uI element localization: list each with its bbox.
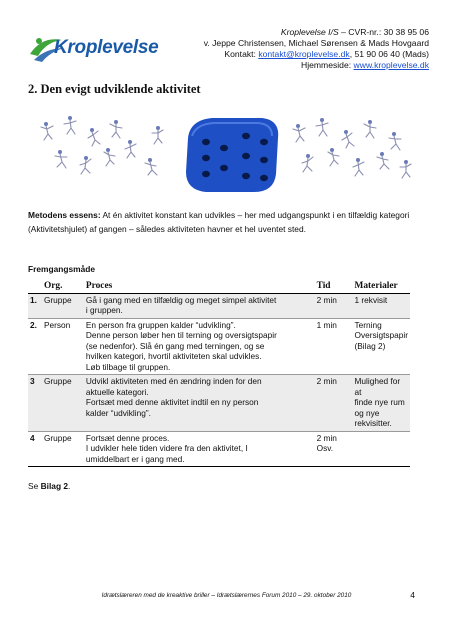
section-title: 2. Den evigt udviklende aktivitet — [28, 82, 201, 96]
method-essence-label: Metodens essens: — [28, 210, 101, 220]
appendix-link-text: Bilag 2 — [40, 481, 69, 491]
row-org: Person — [42, 318, 84, 375]
table-row — [28, 375, 410, 432]
row-proces-line: Fortsæt denne proces. — [85, 432, 170, 443]
table-row — [28, 318, 410, 375]
row-materialer-line: Terning — [354, 319, 382, 330]
homepage-link[interactable]: www.kroplevelse.dk — [353, 60, 429, 70]
row-proces — [84, 293, 315, 318]
row-proces-line: hvilken kategori, hvortil aktiviteten skal udvikles. — [85, 351, 262, 361]
row-materialer-line: Oversigtspapir — [354, 330, 408, 340]
header-materialer: Materialer — [353, 280, 411, 293]
table-row — [28, 431, 410, 467]
row-materialer-line: 1 rekvisit — [354, 294, 388, 305]
logo — [28, 34, 159, 64]
row-materialer — [353, 375, 411, 432]
table-row — [28, 293, 410, 318]
row-tid — [315, 293, 353, 318]
row-tid — [315, 431, 353, 467]
cvr-number: – CVR-nr.: 30 38 95 06 — [338, 27, 429, 37]
row-number: 1. — [28, 293, 42, 318]
die-illustration — [40, 112, 420, 196]
figures-left — [41, 116, 163, 175]
row-materialer — [353, 293, 411, 318]
method-essence-paragraph — [28, 208, 428, 236]
header-tid: Tid — [315, 280, 353, 293]
row-org: Gruppe — [42, 293, 84, 318]
header-org: Org. — [42, 280, 84, 293]
row-materialer-line: og nye — [354, 407, 380, 418]
row-tid-line: 1 min — [316, 319, 337, 330]
row-proces-line: (se nedenfor). Slå én gang med terningen, og se — [85, 340, 265, 351]
row-proces-line: Gå i gang med en tilfældig og meget simpel aktivitet — [85, 294, 277, 305]
header-num — [28, 280, 42, 293]
row-tid — [315, 375, 353, 432]
header-proces: Proces — [84, 280, 315, 293]
procedure-title: Fremgangsmåde — [28, 264, 96, 274]
row-number: 2. — [28, 318, 42, 375]
row-tid-line: 2 min — [316, 432, 337, 443]
contact-email-link[interactable]: kontakt@kroplevelse.dk — [258, 49, 350, 59]
logo-wordmark: Kroplevelse — [54, 37, 159, 58]
row-org: Gruppe — [42, 375, 84, 432]
appendix-reference — [28, 481, 70, 491]
row-number: 3 — [28, 375, 42, 432]
row-tid — [315, 318, 353, 375]
row-number: 4 — [28, 431, 42, 467]
figures-right — [293, 118, 411, 178]
row-proces-line: kalder “udvikling”. — [85, 407, 151, 418]
header-info — [204, 27, 429, 71]
contact-phone: , 51 90 06 40 (Mads) — [349, 49, 429, 59]
row-materialer-line: rekvisitter. — [354, 418, 392, 428]
page-number: 4 — [410, 590, 415, 600]
row-materialer — [353, 431, 411, 467]
row-proces-line: aktuelle kategori. — [85, 386, 149, 397]
row-proces — [84, 375, 315, 432]
die-icon — [186, 118, 278, 192]
people-line: v. Jeppe Christensen, Michael Sørensen & Mads Hovgaard — [203, 38, 429, 48]
row-tid-line: Osv. — [316, 443, 334, 453]
procedure-table — [28, 280, 410, 467]
appendix-prefix: Se — [28, 481, 41, 491]
contact-label: Kontakt: — [224, 49, 259, 59]
appendix-suffix: . — [68, 481, 71, 491]
table-body — [28, 293, 410, 467]
row-materialer-line: Mulighed for at — [354, 376, 401, 397]
row-materialer-line: finde nye rum — [354, 397, 405, 407]
row-materialer-line: (Bilag 2) — [354, 340, 386, 351]
row-proces-line: i gruppen. — [85, 305, 123, 315]
method-essence-text: At én aktivitet konstant kan udvikles – her med udgangspunkt i en tilfældig kategori (Aktivitetshjulet) af gangen – således aktiviteten havner et hel uventet sted. — [28, 210, 410, 234]
row-proces-line: I udvikler hele tiden videre fra den aktivitet, I — [85, 443, 248, 453]
row-materialer — [353, 318, 411, 375]
contact-line — [204, 49, 429, 60]
row-proces — [84, 431, 315, 467]
row-tid-line: 2 min — [316, 376, 337, 386]
row-proces — [84, 318, 315, 375]
table-header-row — [28, 280, 410, 293]
row-proces-line: Løb tilbage til gruppen. — [85, 361, 171, 372]
homepage-line — [204, 60, 429, 71]
row-proces-line: En person fra gruppen kalder “udvikling”. — [85, 319, 236, 330]
row-proces-line: Udvikl aktiviteten med én ændring inden for den — [85, 376, 262, 386]
row-proces-line: Denne person løber hen til terning og oversigtspapir — [85, 330, 277, 340]
company-name: Kroplevelse I/S — [280, 27, 339, 37]
row-proces-line: Fortsæt med denne aktivitet indtil en ny person — [85, 397, 259, 407]
row-proces-line: umiddelbart er i gang med. — [85, 453, 185, 464]
company-line — [204, 27, 429, 38]
row-org: Gruppe — [42, 431, 84, 467]
row-tid-line: 2 min — [316, 294, 337, 305]
page-footer: Idrætslæreren med de kreaktive briller – Idrætslærernes Forum 2010 – 29. oktober 2010 — [101, 592, 352, 599]
homepage-label: Hjemmeside: — [300, 60, 354, 70]
